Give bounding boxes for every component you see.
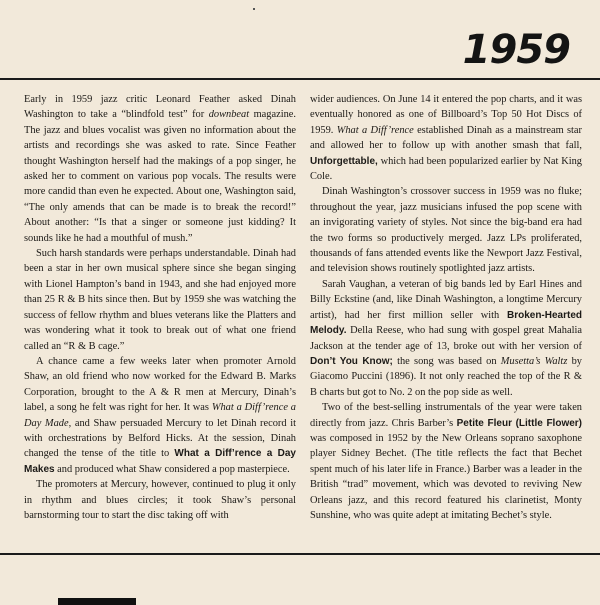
italic-title: What a Diff’rence a Day Made, <box>24 402 296 429</box>
paragraph: Sarah Vaughan, a veteran of big bands led by Earl Hines and Billy Eckstine (and, like Dinah Washington, a longtime Mercury artist), had her first million seller with Broken-Hearted Melody. Della Reese, who had sung with gospel great Mahalia Jackson at the tender age of 13, broke out with her version of Don’t You Know; the song was based on Musetta’s Waltz by Giacomo Puccini (1896). It not only reached the top of the R & B charts but got to No. 2 on the pop side as well. <box>310 278 582 398</box>
top-rule <box>0 78 600 80</box>
paragraph: A chance came a few weeks later when promoter Arnold Shaw, an old friend who now worked for the Edward B. Marks Corporation, brought to the A & R men at Mercury, Dinah’s label, a song he felt was right for her. It was What a Diff’rence a Day Made, and Shaw persuaded Mercury to let Dinah record it with orchestrations by Belford Hicks. At the session, Dinah changed the tense of the title to What a Diff’rence a Day Makes and produced what Shaw considered a pop masterpiece. <box>24 355 296 475</box>
bottom-tab-mark <box>58 598 136 605</box>
paragraph: wider audiences. On June 14 it entered the pop charts, and it was eventually honored as one of Billboard’s Top 50 Hot Discs of 1959. What a Diff’rence established Dinah as a mainstream star and allowed her to follow up with another smash that fall, Unforgettable, which had been popularized earlier by Nat King Cole. <box>310 94 582 183</box>
italic-title: What a Diff’rence <box>336 124 414 136</box>
year-heading: 1959 <box>462 27 570 73</box>
paragraph: Early in 1959 jazz critic Leonard Feather asked Dinah Washington to take a “blindfold test” for downbeat magazine. The jazz and blues vocalist was given no information about the artists and recordings she was asked to rate. Since Feather thought Washington herself had the makings of a pop singer, he asked her to comment on various pop vocals. The results were more candid than even he expected. About one, Washington said, “The only amends that can be made is to break the record!” About another: “Is that a singer or someone just kidding? It sounds like he had a mouthful of mush.” <box>24 94 296 244</box>
scan-mark <box>253 8 255 10</box>
paragraph: Such harsh standards were perhaps understandable. Dinah had been a star in her own musical sphere since she began singing with Lionel Hampton’s band in 1943, and she had enjoyed more than 25 R & B hits since then. But by 1959 she was watching the success of fellow rhythm and blues veterans like the Platters and was wondering what it took to break out of what one friend called an “R & B cage.” <box>24 248 296 352</box>
song-title: Petite Fleur (Little Flower) <box>456 417 583 429</box>
italic-title: Musetta’s Waltz <box>500 355 568 367</box>
italic-title: downbeat <box>208 109 250 121</box>
left-column <box>24 92 296 523</box>
song-title: Unforgettable, <box>310 155 378 167</box>
song-title: Don’t You Know; <box>310 355 393 367</box>
song-title: Broken-Hearted Melody. <box>310 309 582 337</box>
right-column <box>310 92 582 523</box>
song-title: What a Diff’rence a Day Makes <box>24 448 296 475</box>
paragraph: The promoters at Mercury, however, continued to plug it only in rhythm and blues circles; it took Shaw’s personal barnstorming tour to start the disc taking off with <box>24 479 296 521</box>
bottom-rule <box>0 553 600 555</box>
paragraph: Dinah Washington’s crossover success in 1959 was no fluke; throughout the year, jazz musicians infused the pop scene with an invigorating variety of styles. Not since the big-band era had the two forms so productively merged. Jazz LPs proliferated, thousands of fans attended events like the Newport Jazz Festival, and television shows routinely spotlighted jazz artists. <box>310 186 582 275</box>
paragraph: Two of the best-selling instrumentals of the year were taken directly from jazz. Chris Barber’s Petite Fleur (Little Flower) was composed in 1952 by the New Orleans soprano saxophone player Sidney Bechet. (The title reflects the fact that Bechet spent much of his later life in France.) Barber was a leader in the British “trad” movement, which was devoted to reviving New Orleans jazz, and this record featured his clarinetist, Monty Sunshine, who was quite adept at imitating Bechet’s style. <box>310 402 583 521</box>
